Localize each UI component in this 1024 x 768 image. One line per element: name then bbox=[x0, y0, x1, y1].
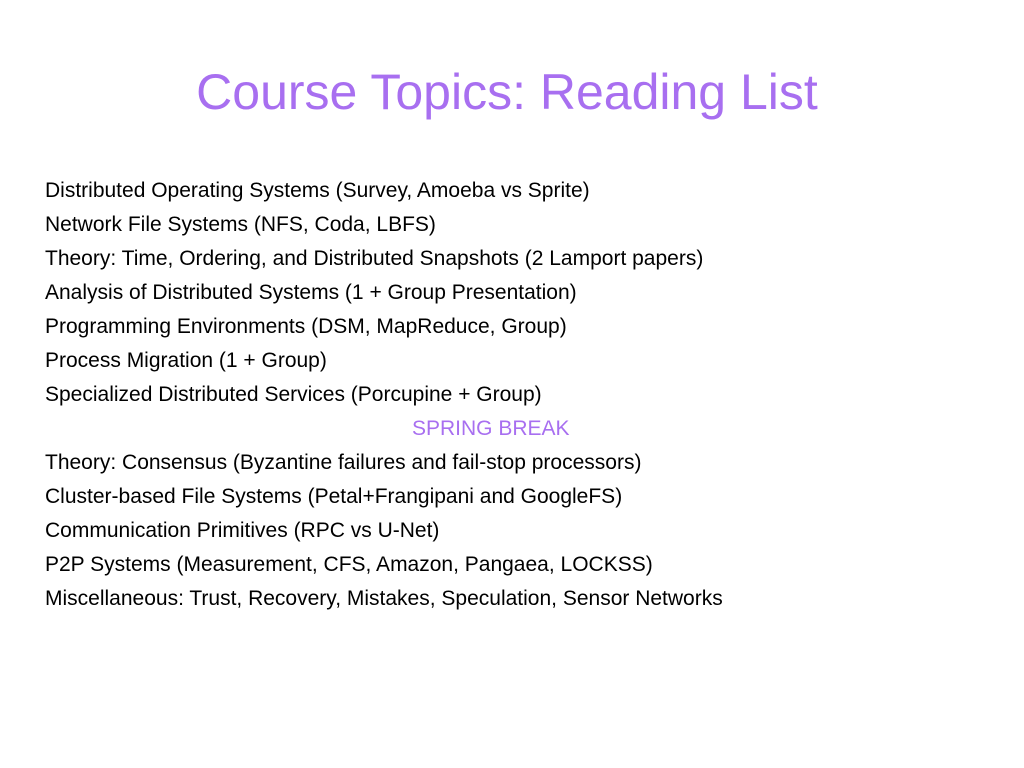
list-item: Miscellaneous: Trust, Recovery, Mistakes, Speculation, Sensor Networks bbox=[45, 587, 723, 610]
reading-list bbox=[45, 174, 1005, 616]
list-item: Network File Systems (NFS, Coda, LBFS) bbox=[45, 213, 436, 236]
list-item: Distributed Operating Systems (Survey, Amoeba vs Sprite) bbox=[45, 179, 590, 202]
list-item: Process Migration (1 + Group) bbox=[45, 349, 327, 372]
list-item: Specialized Distributed Services (Porcupine + Group) bbox=[45, 383, 542, 406]
list-item: P2P Systems (Measurement, CFS, Amazon, Pangaea, LOCKSS) bbox=[45, 553, 653, 576]
list-item: Theory: Consensus (Byzantine failures and fail-stop processors) bbox=[45, 451, 642, 474]
list-item: Programming Environments (DSM, MapReduce, Group) bbox=[45, 315, 567, 338]
list-item: Theory: Time, Ordering, and Distributed Snapshots (2 Lamport papers) bbox=[45, 247, 704, 270]
spring-break-label: SPRING BREAK bbox=[412, 417, 570, 440]
list-item: Cluster-based File Systems (Petal+Frangipani and GoogleFS) bbox=[45, 485, 623, 508]
list-item: Analysis of Distributed Systems (1 + Group Presentation) bbox=[45, 281, 577, 304]
slide-title: Course Topics: Reading List bbox=[196, 64, 818, 120]
list-item: Communication Primitives (RPC vs U-Net) bbox=[45, 519, 440, 542]
